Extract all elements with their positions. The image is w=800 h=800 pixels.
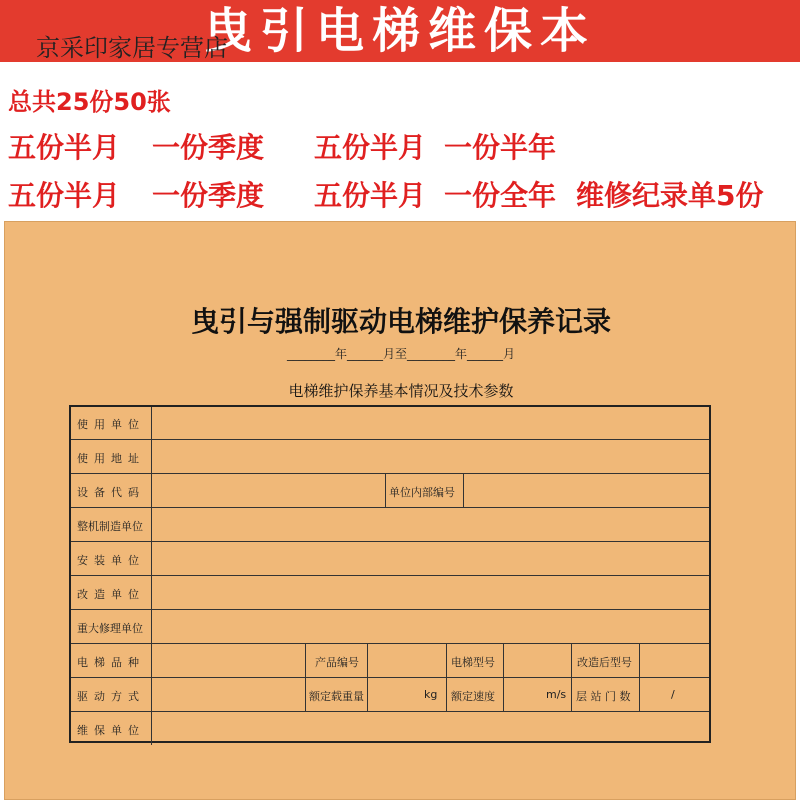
table-rule	[71, 575, 709, 576]
label-rated-speed: 额定速度	[451, 690, 495, 703]
promo-row1-item: 一份季度	[152, 131, 265, 164]
promo-row2-item: 五份半月	[8, 179, 121, 212]
table-rule	[71, 609, 709, 610]
form-subtitle: 电梯维护保养基本情况及技术参数	[288, 382, 514, 400]
label-elevator-type: 电梯品种	[77, 656, 145, 669]
table-divider	[503, 643, 504, 711]
label-user-address: 使用地址	[77, 452, 145, 465]
label-user-unit: 使用单位	[77, 418, 145, 431]
table-divider	[367, 643, 368, 711]
label-maintenance-unit: 维保单位	[77, 724, 145, 737]
table-rule	[71, 677, 709, 678]
separator-slash: /	[671, 688, 675, 701]
label-modify-unit: 改造单位	[77, 588, 145, 601]
promo-row1-item: 一份半年	[444, 131, 557, 164]
table-rule	[71, 507, 709, 508]
table-divider	[151, 407, 152, 745]
parameter-table	[69, 405, 711, 743]
table-divider	[385, 473, 386, 507]
label-rated-load: 额定载重量	[309, 690, 364, 703]
table-rule	[71, 439, 709, 440]
table-divider	[639, 643, 640, 711]
total-count-text: 总共25份50张	[8, 88, 171, 116]
label-internal-number: 单位内部编号	[389, 486, 455, 499]
label-manufacturer: 整机制造单位	[77, 520, 143, 533]
form-title: 曳引与强制驱动电梯维护保养记录	[190, 305, 611, 338]
promo-row1-item: 五份半月	[314, 131, 427, 164]
maintenance-form-sheet	[4, 221, 796, 800]
label-floors-stops-doors: 层 站 门 数	[576, 690, 631, 703]
table-rule	[71, 541, 709, 542]
label-repair-unit: 重大修理单位	[77, 622, 143, 635]
table-divider	[446, 643, 447, 711]
table-rule	[71, 711, 709, 712]
table-rule	[71, 643, 709, 644]
promo-row2-item: 一份季度	[152, 179, 265, 212]
banner-title: 曳引电梯维保本	[203, 3, 596, 59]
table-divider	[305, 643, 306, 711]
unit-kg: kg	[424, 688, 438, 701]
promo-row1-item: 五份半月	[8, 131, 121, 164]
label-drive-mode: 驱动方式	[77, 690, 145, 703]
date-range: ________年______月至________年______月	[286, 347, 515, 361]
label-modified-model: 改造后型号	[577, 656, 632, 669]
label-elevator-model: 电梯型号	[451, 656, 495, 669]
label-device-code: 设备代码	[77, 486, 145, 499]
promo-row2-item: 五份半月	[314, 179, 427, 212]
label-install-unit: 安装单位	[77, 554, 145, 567]
table-divider	[463, 473, 464, 507]
unit-ms: m/s	[546, 688, 567, 701]
promo-row2-item: 一份全年	[444, 179, 557, 212]
store-watermark: 京采印家居专营店	[36, 34, 228, 62]
table-divider	[571, 643, 572, 711]
label-product-number: 产品编号	[315, 656, 359, 669]
table-rule	[71, 473, 709, 474]
promo-row2-item: 维修纪录单5份	[576, 179, 764, 212]
